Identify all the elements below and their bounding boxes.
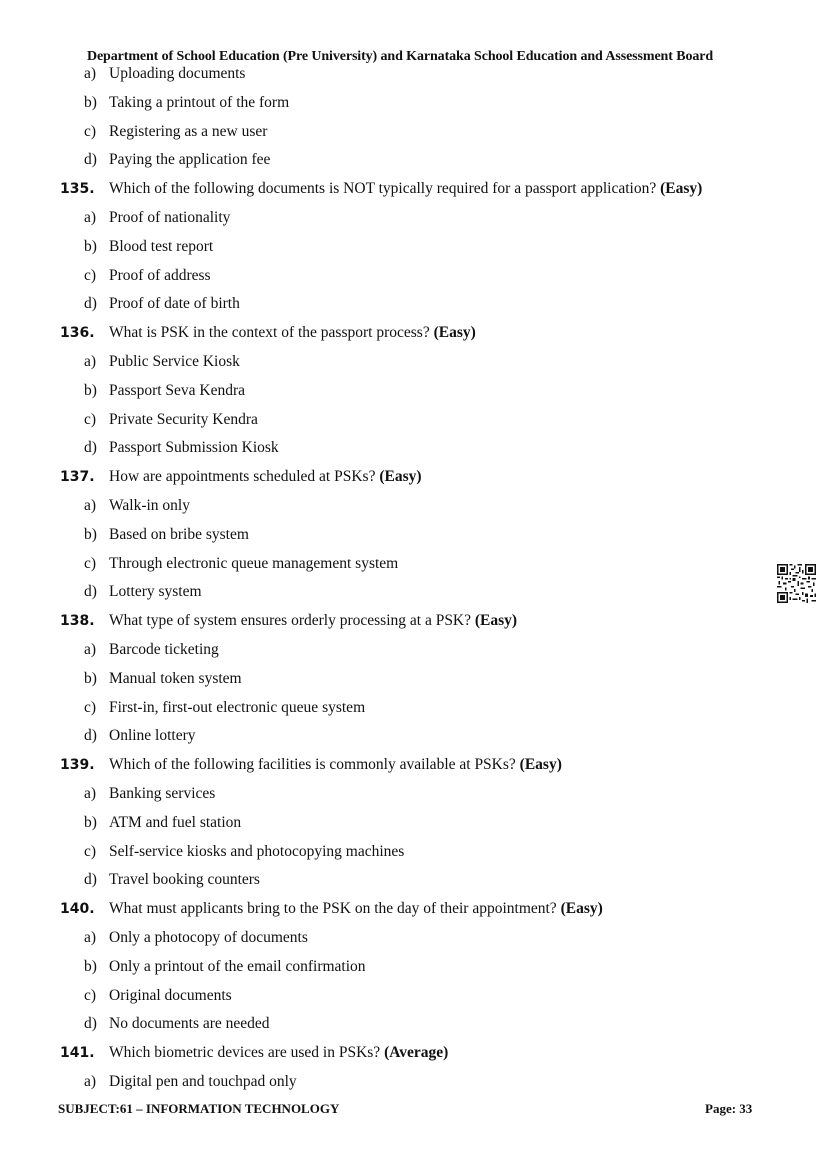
option-letter: b) [84, 813, 97, 831]
difficulty-label: (Easy) [379, 468, 422, 486]
question-body: What must applicants bring to the PSK on the day of their appointment? [109, 900, 557, 918]
option-letter: d) [84, 1015, 97, 1033]
option-letter: a) [84, 496, 97, 514]
option-line [0, 377, 827, 406]
option-text: Only a printout of the email confirmation [109, 957, 366, 975]
option-letter: b) [84, 93, 97, 111]
question-number: 141. [60, 1045, 95, 1062]
option-text: Uploading documents [109, 65, 246, 82]
footer-subject: SUBJECT:61 – INFORMATION TECHNOLOGY [58, 1101, 340, 1116]
option-text: Self-service kiosks and photocopying machines [109, 842, 405, 860]
option-text: Paying the application fee [109, 151, 271, 169]
option-line [0, 1068, 827, 1097]
option-letter: b) [84, 381, 97, 399]
option-text: Private Security Kendra [109, 410, 258, 428]
option-text: ATM and fuel station [109, 813, 242, 831]
option-text: Manual token system [109, 669, 242, 687]
option-text: Walk-in only [109, 496, 190, 514]
option-letter: b) [84, 669, 97, 687]
question-number: 140. [60, 901, 95, 918]
option-letter: a) [84, 640, 97, 658]
option-letter: d) [84, 727, 97, 745]
option-text: Travel booking counters [109, 871, 260, 889]
difficulty-label: (Easy) [660, 180, 703, 198]
option-text: Digital pen and touchpad only [109, 1072, 297, 1090]
option-letter: d) [84, 151, 97, 169]
question-body: Which of the following facilities is commonly available at PSKs? [109, 756, 516, 774]
option-line [0, 406, 827, 435]
question-text [109, 751, 562, 780]
option-letter: c) [84, 698, 97, 716]
question-line [0, 1039, 827, 1068]
question-line [0, 319, 827, 348]
question-text [109, 175, 702, 204]
question-text [109, 319, 476, 348]
option-text: Passport Seva Kendra [109, 381, 246, 399]
option-line [0, 636, 827, 665]
question-text [109, 463, 422, 492]
option-letter: a) [84, 65, 97, 82]
difficulty-label: (Easy) [560, 900, 603, 918]
question-body: Which biometric devices are used in PSKs? [109, 1044, 381, 1062]
option-text: First-in, first-out electronic queue system [109, 698, 366, 716]
option-letter: b) [84, 525, 97, 543]
option-letter: b) [84, 237, 97, 255]
question-body: What is PSK in the context of the passport process? [109, 324, 430, 342]
footer-page-number: Page: 33 [705, 1101, 753, 1116]
option-letter: a) [84, 208, 97, 226]
option-text: Lottery system [109, 583, 202, 601]
question-line [0, 175, 827, 204]
option-line [0, 492, 827, 521]
option-line [0, 434, 827, 463]
option-line [0, 1010, 827, 1039]
option-text: Public Service Kiosk [109, 352, 240, 370]
question-number: 136. [60, 325, 95, 342]
option-line [0, 89, 827, 118]
header-title: Department of School Education (Pre University) and Karnataka School Education and Assessment Board [86, 49, 714, 64]
difficulty-label: (Average) [384, 1044, 449, 1062]
option-line [0, 550, 827, 579]
option-letter: d) [84, 583, 97, 601]
question-line [0, 607, 827, 636]
question-line [0, 463, 827, 492]
option-text: Banking services [109, 784, 216, 802]
option-line [0, 953, 827, 982]
difficulty-label: (Easy) [474, 612, 518, 630]
option-line [0, 838, 827, 867]
option-text: Proof of date of birth [109, 295, 240, 313]
option-letter: c) [84, 410, 97, 428]
option-line [0, 982, 827, 1011]
option-letter: a) [84, 352, 97, 370]
option-line [0, 780, 827, 809]
option-letter: c) [84, 266, 97, 284]
option-text: Passport Submission Kiosk [109, 439, 279, 457]
option-line [0, 262, 827, 291]
option-letter: b) [84, 957, 97, 975]
option-text: Through electronic queue management system [109, 554, 399, 572]
option-letter: a) [84, 928, 97, 946]
option-letter: d) [84, 295, 97, 313]
option-letter: c) [84, 554, 97, 572]
option-letter: d) [84, 871, 97, 889]
option-letter: c) [84, 122, 97, 140]
option-line [0, 146, 827, 175]
option-text: No documents are needed [109, 1015, 270, 1033]
option-letter: a) [84, 784, 97, 802]
option-text: Based on bribe system [109, 525, 249, 543]
question-list [0, 60, 827, 1097]
question-number: 137. [60, 469, 95, 486]
option-line [0, 290, 827, 319]
difficulty-label: (Easy) [433, 324, 476, 342]
option-line [0, 694, 827, 723]
question-line [0, 751, 827, 780]
option-line [0, 118, 827, 147]
option-text: Barcode ticketing [109, 640, 219, 658]
option-line [0, 924, 827, 953]
option-text: Blood test report [109, 237, 214, 255]
qr-code-icon [777, 564, 816, 603]
question-body: What type of system ensures orderly processing at a PSK? [109, 612, 472, 630]
question-line [0, 895, 827, 924]
option-text: Proof of address [109, 266, 211, 284]
option-line [0, 809, 827, 838]
option-text: Original documents [109, 986, 232, 1004]
option-line [0, 348, 827, 377]
question-number: 139. [60, 757, 95, 774]
option-line [0, 866, 827, 895]
option-line [0, 204, 827, 233]
option-line [0, 665, 827, 694]
option-line [0, 578, 827, 607]
difficulty-label: (Easy) [519, 756, 562, 774]
option-text: Registering as a new user [109, 122, 268, 140]
option-text: Online lottery [109, 727, 196, 745]
question-text [109, 607, 517, 636]
option-text: Taking a printout of the form [109, 93, 290, 111]
question-body: Which of the following documents is NOT typically required for a passport application? [109, 180, 657, 198]
option-text: Only a photocopy of documents [109, 928, 308, 946]
option-letter: c) [84, 842, 97, 860]
option-line [0, 233, 827, 262]
question-number: 135. [60, 181, 95, 198]
question-text [109, 1039, 448, 1068]
option-letter: a) [84, 1072, 97, 1090]
question-text [109, 895, 603, 924]
question-body: How are appointments scheduled at PSKs? [109, 468, 376, 486]
option-letter: d) [84, 439, 97, 457]
option-text: Proof of nationality [109, 208, 231, 226]
option-line [0, 521, 827, 550]
option-line [0, 722, 827, 751]
option-line [0, 60, 827, 89]
question-number: 138. [60, 613, 95, 630]
option-letter: c) [84, 986, 97, 1004]
